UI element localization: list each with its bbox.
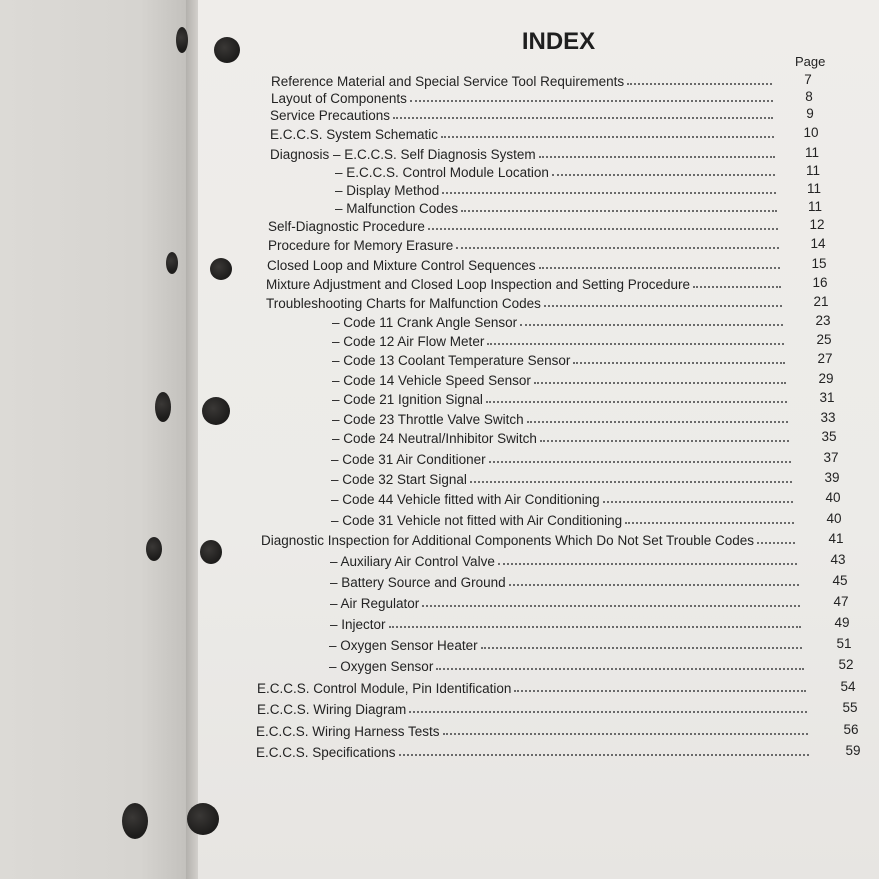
toc-entry-page: 33: [820, 410, 836, 425]
toc-entry-page: 21: [813, 294, 829, 309]
toc-entry: [332, 312, 786, 330]
dot-leader: [393, 117, 773, 119]
dot-leader: [487, 343, 784, 345]
dot-leader: [544, 305, 782, 307]
dot-leader: [757, 542, 795, 544]
dot-leader: [520, 324, 783, 326]
dot-leader: [603, 501, 793, 503]
toc-entry-title: Procedure for Memory Erasure: [268, 238, 454, 253]
dot-leader: [540, 440, 789, 442]
dot-leader: [498, 563, 797, 565]
toc-entry-page: 49: [834, 615, 850, 630]
toc-entry-title: E.C.C.S. Control Module, Pin Identification: [257, 681, 512, 696]
toc-entry-page: 7: [804, 72, 812, 87]
toc-entry-page: 47: [833, 594, 849, 609]
toc-entry-title: – Code 31 Vehicle not fitted with Air Conditioning: [331, 513, 623, 528]
toc-entry-page: 51: [836, 636, 852, 651]
toc-entry: [330, 572, 802, 590]
toc-entry: [270, 124, 777, 142]
toc-entry-title: Service Precautions: [270, 108, 391, 123]
toc-entry-page: 59: [845, 743, 861, 758]
toc-entry-page: 37: [823, 450, 839, 465]
toc-entry-page: 39: [824, 470, 840, 485]
left-page: [0, 0, 200, 879]
toc-entry: [332, 428, 792, 446]
toc-entry-page: 35: [821, 429, 837, 444]
toc-entry-page: 43: [830, 552, 846, 567]
toc-entry-title: – Code 11 Crank Angle Sensor: [332, 315, 518, 330]
punch-hole: [176, 27, 188, 53]
toc-entry-page: 12: [809, 217, 825, 232]
toc-entry-page: 25: [816, 332, 832, 347]
toc-entry-title: – Code 13 Coolant Temperature Sensor: [332, 353, 571, 368]
toc-entry: [335, 180, 779, 198]
toc-entry: [335, 198, 780, 216]
toc-entry-title: E.C.C.S. Specifications: [256, 745, 396, 760]
toc-entry-page: 52: [838, 657, 854, 672]
dot-leader: [514, 690, 806, 692]
toc-entry: [330, 614, 804, 632]
toc-entry: [266, 293, 785, 311]
toc-entry-page: 11: [805, 163, 820, 178]
toc-entry-title: – Code 14 Vehicle Speed Sensor: [332, 373, 531, 388]
dot-leader: [456, 247, 779, 249]
toc-entry-title: – Code 24 Neutral/Inhibitor Switch: [332, 431, 537, 446]
toc-entry: [268, 235, 782, 253]
dot-leader: [443, 733, 808, 735]
dot-leader: [509, 584, 799, 586]
dot-leader: [409, 711, 807, 713]
toc-entry-title: – Code 31 Air Conditioner: [331, 452, 486, 467]
toc-entry: [266, 274, 784, 292]
toc-entry: [331, 510, 797, 528]
dot-leader: [442, 192, 776, 194]
toc-entry: [332, 331, 787, 349]
toc-entry: [270, 144, 778, 162]
toc-entry: [270, 105, 776, 123]
toc-entry-page: 16: [812, 275, 828, 290]
toc-entry: [271, 88, 776, 106]
toc-entry: [268, 216, 781, 234]
punch-hole: [187, 803, 219, 835]
toc-entry: [256, 721, 811, 739]
toc-entry-title: E.C.C.S. System Schematic: [270, 127, 439, 142]
toc-entry: [335, 162, 778, 180]
toc-entry: [329, 635, 805, 653]
dot-leader: [539, 156, 775, 158]
toc-entry-page: 56: [843, 722, 859, 737]
toc-entry: [330, 593, 803, 611]
punch-hole: [210, 258, 232, 280]
index-title: INDEX: [521, 28, 596, 55]
toc-entry-page: 10: [803, 125, 819, 140]
toc-entry-title: – Oxygen Sensor: [329, 659, 434, 674]
punch-hole: [122, 803, 148, 839]
toc-entry-title: Diagnostic Inspection for Additional Components Which Do Not Set Trouble Codes: [261, 533, 755, 548]
toc-entry-title: Troubleshooting Charts for Malfunction Codes: [266, 296, 541, 311]
dot-leader: [627, 83, 772, 85]
toc-entry-page: 40: [825, 490, 841, 505]
toc-entry: [331, 469, 795, 487]
toc-entry-page: 45: [832, 573, 848, 588]
toc-entry-page: 27: [817, 351, 833, 366]
punch-hole: [200, 540, 222, 564]
punch-hole: [166, 252, 178, 274]
dot-leader: [693, 286, 781, 288]
dot-leader: [422, 605, 800, 607]
toc-entry: [332, 370, 789, 388]
punch-hole: [202, 397, 230, 425]
dot-leader: [436, 668, 804, 670]
toc-entry-page: 41: [828, 531, 844, 546]
toc-entry-title: – Code 32 Start Signal: [331, 472, 467, 487]
toc-entry: [332, 409, 791, 427]
dot-leader: [539, 267, 780, 269]
toc-entry-page: 14: [810, 236, 826, 251]
punch-hole: [146, 537, 162, 561]
toc-entry: [330, 551, 800, 569]
toc-entry-title: – Air Regulator: [330, 596, 420, 611]
toc-entry-title: – Display Method: [335, 183, 440, 198]
toc-entry-page: 8: [805, 89, 813, 104]
punch-hole: [155, 392, 171, 422]
toc-entry: [257, 678, 809, 696]
toc-entry-page: 29: [818, 371, 834, 386]
toc-entry-title: – Malfunction Codes: [335, 201, 459, 216]
toc-entry-title: Diagnosis – E.C.C.S. Self Diagnosis System: [270, 147, 536, 162]
toc-entry: [267, 255, 783, 273]
toc-entry-title: – Injector: [330, 617, 386, 632]
dot-leader: [552, 174, 775, 176]
toc-entry-title: Closed Loop and Mixture Control Sequences: [267, 258, 536, 273]
dot-leader: [461, 210, 777, 212]
toc-entry: [332, 350, 788, 368]
dot-leader: [399, 754, 809, 756]
dot-leader: [527, 421, 788, 423]
toc-entry-title: Mixture Adjustment and Closed Loop Inspection and Setting Procedure: [266, 277, 691, 292]
toc-entry-page: 54: [840, 679, 856, 694]
toc-entry-page: 11: [807, 199, 822, 214]
toc-entry: [271, 71, 775, 89]
toc-entry-page: 23: [815, 313, 831, 328]
toc-entry-title: – Auxiliary Air Control Valve: [330, 554, 495, 569]
toc-entry: [331, 489, 796, 507]
dot-leader: [428, 228, 778, 230]
dot-leader: [625, 522, 794, 524]
toc-entry: [261, 530, 798, 548]
toc-entry-title: – Code 44 Vehicle fitted with Air Conditioning: [331, 492, 600, 507]
toc-entry-title: – Code 21 Ignition Signal: [332, 392, 483, 407]
dot-leader: [389, 626, 801, 628]
dot-leader: [534, 382, 786, 384]
dot-leader: [481, 647, 802, 649]
toc-entry-page: 31: [819, 390, 835, 405]
dot-leader: [486, 401, 787, 403]
dot-leader: [573, 362, 785, 364]
toc-entry-page: 11: [804, 145, 819, 160]
toc-entry: [331, 449, 794, 467]
toc-entry-title: – Code 23 Throttle Valve Switch: [332, 412, 524, 427]
toc-entry: [256, 742, 812, 760]
toc-entry-page: 40: [826, 511, 842, 526]
toc-entry-title: Self-Diagnostic Procedure: [268, 219, 425, 234]
toc-entry-page: 55: [842, 700, 858, 715]
toc-entry: [332, 389, 790, 407]
toc-entry-title: E.C.C.S. Wiring Diagram: [257, 702, 407, 717]
dot-leader: [470, 481, 792, 483]
toc-entry-page: 11: [806, 181, 821, 196]
toc-entry-title: – Code 12 Air Flow Meter: [332, 334, 485, 349]
toc-entry-title: – E.C.C.S. Control Module Location: [335, 165, 549, 180]
page-column-header: Page: [795, 54, 826, 69]
dot-leader: [441, 136, 774, 138]
dot-leader: [489, 461, 791, 463]
toc-entry-page: 9: [806, 106, 814, 121]
toc-entry-title: Layout of Components: [271, 91, 407, 106]
toc-entry: [257, 699, 810, 717]
toc-entry-title: – Battery Source and Ground: [330, 575, 506, 590]
dot-leader: [410, 100, 773, 102]
toc-entry-page: 15: [811, 256, 827, 271]
toc-entry-title: E.C.C.S. Wiring Harness Tests: [256, 724, 440, 739]
toc-entry-title: – Oxygen Sensor Heater: [329, 638, 478, 653]
toc-entry: [329, 656, 807, 674]
toc-entry-title: Reference Material and Special Service Tool Requirements: [271, 74, 625, 89]
